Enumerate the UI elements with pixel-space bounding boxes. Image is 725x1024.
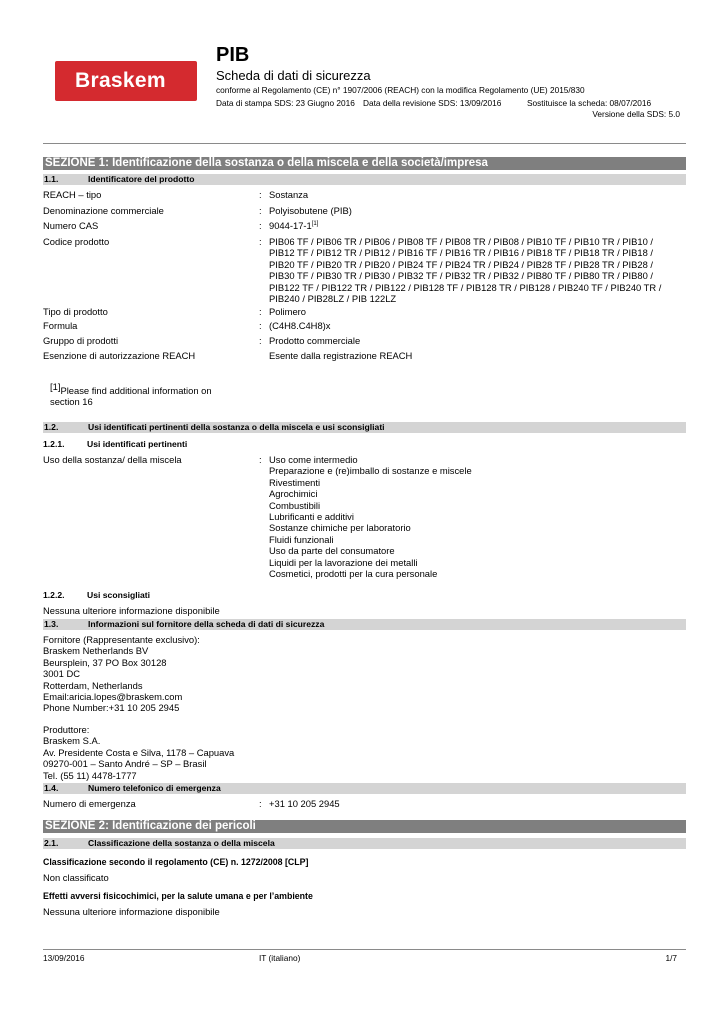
use-item: Combustibili xyxy=(269,499,321,511)
subsection-title: Usi identificati pertinenti della sostanza o della miscela e usi sconsigliati xyxy=(88,422,385,432)
effects-heading: Effetti avversi fisicochimici, per la salute umana e per l’ambiente xyxy=(43,891,313,901)
sds-version: Versione della SDS: 5.0 xyxy=(592,109,680,119)
supplier-line: Braskem Netherlands BV xyxy=(43,645,149,657)
producer-line: Produttore: xyxy=(43,724,90,735)
colon: : xyxy=(259,220,262,231)
subsection-number: 2.1. xyxy=(44,838,59,848)
use-item: Preparazione e (re)imballo di sostanze e miscele xyxy=(269,465,472,477)
supplier-line: Beursplein, 37 PO Box 30128 xyxy=(43,656,167,668)
formula-label: Formula xyxy=(43,320,78,331)
subsection-title: Informazioni sul fornitore della scheda di dati di sicurezza xyxy=(88,619,325,629)
use-item: Cosmetici, prodotti per la cura personale xyxy=(269,568,438,580)
use-item: Uso come intermedio xyxy=(269,454,358,465)
colon: : xyxy=(259,320,262,331)
colon: : xyxy=(259,189,262,200)
footer-language: IT (italiano) xyxy=(259,953,301,963)
use-item: Sostanze chimiche per laboratorio xyxy=(269,522,411,534)
colon: : xyxy=(259,454,262,465)
cas-number-text: 9044-17-1 xyxy=(269,220,312,231)
trade-name-value: Polyisobutene (PIB) xyxy=(269,205,352,216)
trade-name-label: Denominazione commerciale xyxy=(43,205,164,216)
formula-value: (C4H8.C4H8)x xyxy=(269,320,331,331)
product-code-label: Codice prodotto xyxy=(43,236,110,247)
product-code-line: PIB240 / PIB28LZ / PIB 122LZ xyxy=(269,293,397,305)
subsection-1-2-1-heading xyxy=(43,439,187,450)
product-group-label: Gruppo di prodotti xyxy=(43,335,119,346)
subsection-title: Usi identificati pertinenti xyxy=(87,439,188,449)
supplier-line: Rotterdam, Netherlands xyxy=(43,679,143,691)
subsection-1-2-2-heading xyxy=(43,590,150,601)
use-item: Agrochimici xyxy=(269,488,318,500)
section-1-heading: SEZIONE 1: Identificazione della sostanza o della miscela e della società/impresa xyxy=(43,157,686,170)
effects-text: Nessuna ulteriore informazione disponibile xyxy=(43,906,220,917)
producer-line: 09270-001 – Santo André – SP – Brasil xyxy=(43,758,207,770)
subsection-2-1-heading xyxy=(43,838,686,849)
product-code-line: PIB06 TF / PIB06 TR / PIB06 / PIB08 TF / PIB08 TR / PIB08 / PIB10 TF / PIB10 TR / PIB10 / xyxy=(269,236,654,247)
footer-page-number: 1/7 xyxy=(665,953,677,963)
use-item: Liquidi per la lavorazione dei metalli xyxy=(269,556,418,568)
producer-line: Av. Presidente Costa e Silva, 1178 – Capuava xyxy=(43,746,235,758)
product-code-line: PIB30 TF / PIB30 TR / PIB30 / PIB32 TF / PIB32 TR / PIB32 / PIB80 TF / PIB80 TR / PIB80 / xyxy=(269,270,654,282)
emergency-label: Numero di emergenza xyxy=(43,798,136,809)
braskem-logo xyxy=(55,61,197,101)
clp-heading: Classificazione secondo il regolamento (CE) n. 1272/2008 [CLP] xyxy=(43,857,309,867)
subsection-title: Identificatore del prodotto xyxy=(88,174,195,184)
footer-divider xyxy=(43,949,686,950)
subsection-title: Classificazione della sostanza o della miscela xyxy=(88,838,275,848)
product-type-value: Polimero xyxy=(269,306,306,317)
subsection-title: Usi sconsigliati xyxy=(87,590,151,600)
discouraged-uses-text: Nessuna ulteriore informazione disponibile xyxy=(43,605,220,616)
use-item: Rivestimenti xyxy=(269,476,321,488)
producer-line: Braskem S.A. xyxy=(43,735,101,747)
use-item: Uso da parte del consumatore xyxy=(269,545,395,557)
subsection-number: 1.4. xyxy=(44,783,59,793)
reach-exemption-value: Esente dalla registrazione REACH xyxy=(269,350,413,361)
supplier-line: 3001 DC xyxy=(43,668,81,680)
colon: : xyxy=(259,306,262,317)
supplier-block xyxy=(43,634,200,714)
subsection-1-4-heading xyxy=(43,783,686,794)
supplier-email: Email:aricia.lopes@braskem.com xyxy=(43,691,183,703)
emergency-number: +31 10 205 2945 xyxy=(269,798,340,809)
subsection-1-2-heading xyxy=(43,422,686,433)
subsection-number: 1.3. xyxy=(44,619,59,629)
product-type-label: Tipo di prodotto xyxy=(43,306,108,317)
clp-classification: Non classificato xyxy=(43,872,109,883)
footnote-line-1: Please find additional information on xyxy=(60,385,212,396)
replaces-date: Sostituisce la scheda: 08/07/2016 xyxy=(527,98,652,108)
producer-line: Tel. (55 11) 4478-1777 xyxy=(43,769,137,781)
colon: : xyxy=(259,335,262,346)
print-date: Data di stampa SDS: 23 Giugno 2016 xyxy=(216,98,355,108)
subsection-title: Numero telefonico di emergenza xyxy=(88,783,221,793)
header-divider xyxy=(43,143,686,144)
subsection-number: 1.1. xyxy=(44,174,59,184)
section-2-heading: SEZIONE 2: Identificazione dei pericoli xyxy=(43,820,686,833)
uses-list xyxy=(269,454,683,579)
supplier-phone: Phone Number:+31 10 205 2945 xyxy=(43,702,180,714)
use-item: Fluidi funzionali xyxy=(269,533,334,545)
subsection-1-1-heading xyxy=(43,174,686,185)
product-code-line: PIB12 TF / PIB12 TR / PIB12 / PIB16 TF / PIB16 TR / PIB16 / PIB18 TF / PIB18 TR / PIB18 / xyxy=(269,247,654,259)
subsection-1-3-heading xyxy=(43,619,686,630)
cas-number-label: Numero CAS xyxy=(43,220,99,231)
footnote-marker: [1] xyxy=(50,381,61,392)
subsection-number: 1.2.2. xyxy=(43,590,65,600)
product-code-line: PIB20 TF / PIB20 TR / PIB20 / PIB24 TF / PIB24 TR / PIB24 / PIB28 TF / PIB28 TR / PIB28 / xyxy=(269,258,654,270)
product-group-value: Prodotto commerciale xyxy=(269,335,361,346)
footer-date: 13/09/2016 xyxy=(43,953,85,963)
product-code-line: PIB122 TF / PIB122 TR / PIB122 / PIB128 TF / PIB128 TR / PIB128 / PIB240 TF / PIB240 TR / xyxy=(269,281,662,293)
document-title: PIB xyxy=(216,44,250,66)
regulation-line: conforme al Regolamento (CE) n° 1907/2006 (REACH) con la modifica Regolamento (UE) 2015/830 xyxy=(216,85,585,95)
use-item: Lubrificanti e additivi xyxy=(269,511,354,523)
document-subtitle: Scheda di dati di sicurezza xyxy=(216,68,371,83)
reach-type-label: REACH – tipo xyxy=(43,189,102,200)
footnote-ref: [1] xyxy=(311,220,319,227)
cas-number-value xyxy=(269,220,683,231)
footnote xyxy=(50,381,212,396)
colon: : xyxy=(259,236,262,247)
logo-text: Braskem xyxy=(75,69,166,92)
subsection-number: 1.2.1. xyxy=(43,439,65,449)
revision-date: Data della revisione SDS: 13/09/2016 xyxy=(363,98,502,108)
producer-block xyxy=(43,724,234,781)
reach-type-value: Sostanza xyxy=(269,189,309,200)
uses-label: Uso della sostanza/ della miscela xyxy=(43,454,182,465)
colon: : xyxy=(259,798,262,809)
subsection-number: 1.2. xyxy=(44,422,59,432)
product-code-list xyxy=(269,236,683,304)
reach-exemption-label: Esenzione di autorizzazione REACH xyxy=(43,350,196,361)
supplier-line: Fornitore (Rappresentante exclusivo): xyxy=(43,634,200,645)
colon: : xyxy=(259,205,262,216)
footnote-line-2: section 16 xyxy=(50,396,93,407)
